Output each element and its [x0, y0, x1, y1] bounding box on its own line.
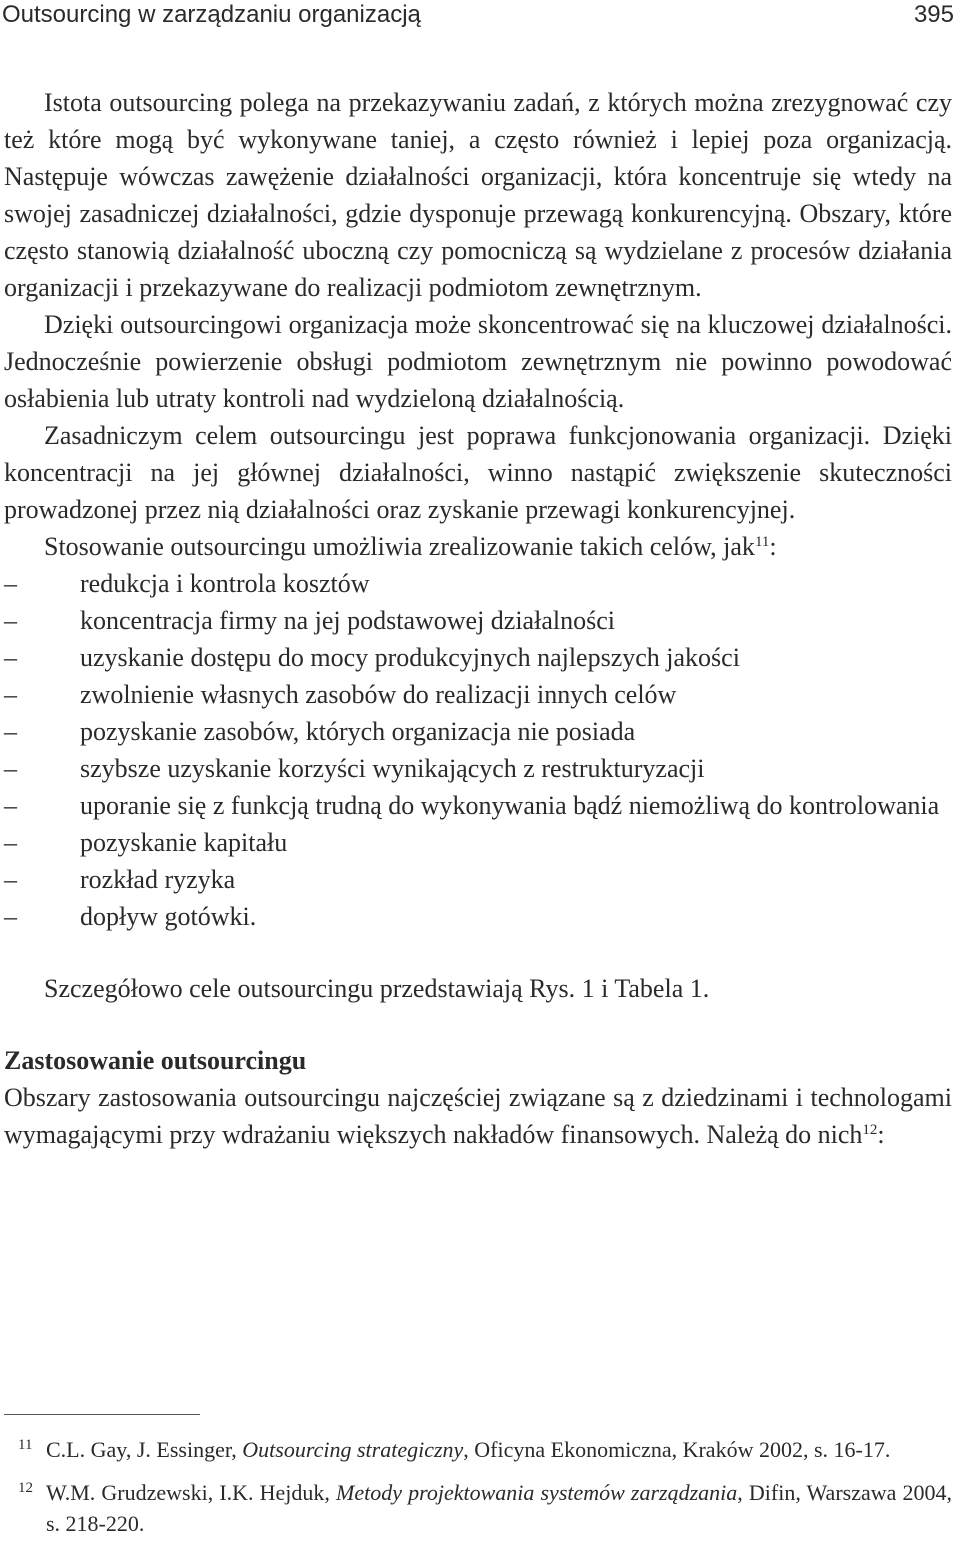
list-item-text: pozyskanie kapitału	[80, 828, 288, 857]
footnote-work-title: Outsourcing strategiczny	[242, 1437, 464, 1462]
dash-bullet: –	[4, 828, 17, 857]
paragraph-obszary	[4, 1079, 952, 1153]
footnote-11	[4, 1434, 952, 1465]
footnote-number: 11	[18, 1437, 33, 1453]
stosowanie-colon: :	[769, 532, 777, 561]
list-item-text: pozyskanie zasobów, których organizacja nie posiada	[80, 717, 636, 746]
stosowanie-text: Stosowanie outsourcingu umożliwia zrealizowanie takich celów, jak	[44, 532, 755, 561]
list-item-text: uzyskanie dostępu do mocy produkcyjnych najlepszych jakości	[80, 643, 740, 672]
list-item-text: redukcja i kontrola kosztów	[80, 569, 370, 598]
footnotes	[4, 1434, 952, 1551]
dash-bullet: –	[4, 643, 17, 672]
paragraph-istota: Istota outsourcing polega na przekazywaniu zadań, z których można zrezygnować czy też które mogą być wykonywane taniej, a często również i lepiej poza organizacją. Następuje wówczas zawężenie działalności organizacji, która koncentruje się wtedy na swojej zasadniczej działalności, gdzie dysponuje przewagą konkurencyjną. Obszary, które często stanowią działalność uboczną czy pomocniczą są wydzielane z procesów działania organizacji i przekazywane do realizacji podmiotom zewnętrznym.	[4, 88, 952, 302]
list-item-text: uporanie się z funkcją trudną do wykonywania bądź niemożliwą do kontrolowania	[80, 791, 940, 820]
dash-bullet: –	[4, 754, 17, 783]
footnote-authors: C.L. Gay, J. Essinger,	[46, 1437, 243, 1462]
dash-bullet: –	[4, 680, 17, 709]
page-number: 395	[913, 1, 954, 28]
footnote-work-title: Metody projektowania systemów zarządzania	[336, 1480, 738, 1505]
dash-bullet: –	[4, 569, 17, 598]
list-item	[4, 787, 952, 824]
dash-bullet: –	[4, 791, 17, 820]
list-item	[4, 639, 952, 676]
main-text	[4, 84, 952, 1153]
list-item	[4, 750, 952, 787]
footnote-publisher: , Difin, Warszawa 2004, s. 218-220.	[46, 1480, 952, 1536]
goals-list	[4, 565, 952, 935]
list-item-text: zwolnienie własnych zasobów do realizacji innych celów	[80, 680, 677, 709]
paragraph-dzieki: Dzięki outsourcingowi organizacja może skoncentrować się na kluczowej działalności. Jednocześnie powierzenie obsługi podmiotom zewnętrznym nie powinno powodować osłabienia lub utraty kontroli nad wydzieloną działalnością.	[4, 310, 952, 413]
list-item-text: szybsze uzyskanie korzyści wynikających z restrukturyzacji	[80, 754, 705, 783]
footnote-separator	[4, 1414, 200, 1415]
footnote-ref-11[interactable]: 11	[754, 534, 770, 550]
footnote-ref-12[interactable]: 12	[862, 1122, 878, 1138]
list-item	[4, 602, 952, 639]
obszary-colon: :	[877, 1120, 885, 1149]
dash-bullet: –	[4, 606, 17, 635]
dash-bullet: –	[4, 902, 17, 931]
obszary-text: Obszary zastosowania outsourcingu najczęściej związane są z dziedzinami i technologami wymagającymi przy wdrażaniu większych nakładów finansowych. Należą do nich	[4, 1083, 952, 1149]
footnote-publisher: , Oficyna Ekonomiczna, Kraków 2002, s. 16-17.	[463, 1437, 891, 1462]
list-item	[4, 713, 952, 750]
list-item-text: rozkład ryzyka	[80, 865, 236, 894]
running-header	[2, 0, 954, 32]
section-heading: Zastosowanie outsourcingu	[4, 1046, 307, 1075]
list-item-text: koncentracja firmy na jej podstawowej działalności	[80, 606, 615, 635]
running-title: Outsourcing w zarządzaniu organizacją	[2, 1, 421, 28]
footnote-12	[4, 1477, 952, 1539]
dash-bullet: –	[4, 717, 17, 746]
list-item	[4, 565, 952, 602]
footnote-authors: W.M. Grudzewski, I.K. Hejduk,	[46, 1480, 337, 1505]
paragraph-stosowanie	[4, 528, 952, 565]
dash-bullet: –	[4, 865, 17, 894]
list-item	[4, 861, 952, 898]
paragraph-szczegolowo: Szczegółowo cele outsourcingu przedstawiają Rys. 1 i Tabela 1.	[44, 974, 710, 1003]
list-item-text: dopływ gotówki.	[80, 902, 257, 931]
list-item	[4, 824, 952, 861]
list-item	[4, 898, 952, 935]
paragraph-zasadniczym: Zasadniczym celem outsourcingu jest poprawa funkcjonowania organizacji. Dzięki koncentracji na jej głównej działalności, winno nastąpić zwiększenie skuteczności prowadzonej przez nią działalności oraz zyskanie przewagi konkurencyjnej.	[4, 421, 952, 524]
footnote-number: 12	[18, 1480, 33, 1496]
list-item	[4, 676, 952, 713]
